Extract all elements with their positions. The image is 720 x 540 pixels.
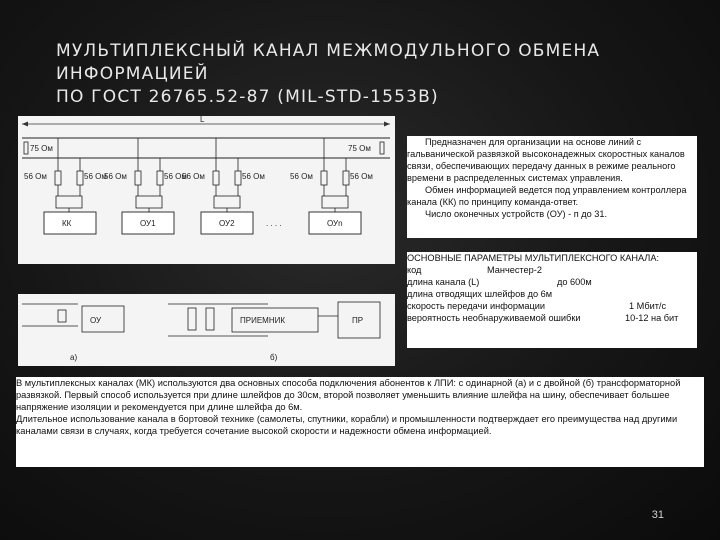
- parameter-row: [407, 300, 697, 312]
- bus-schematic-figure: [18, 116, 395, 264]
- coupling-schematic-svg: [18, 294, 395, 366]
- coupling-label-a: а): [70, 353, 78, 362]
- coupling-right-unit: ПР: [352, 316, 364, 325]
- svg-text:ОУ1: ОУ1: [140, 219, 156, 228]
- parameter-row: [407, 264, 697, 276]
- bottom-paragraph: Длительное использование канала в бортовой технике (самолеты, спутники, корабли) и промышленности подтверждает его преимущества над другими каналами связи в случаях, когда требуется сочетание высокой скорости и надежности обмена информацией.: [16, 414, 678, 436]
- parameter-row: [407, 312, 697, 324]
- svg-text:ОУn: ОУn: [327, 219, 343, 228]
- svg-text:56 Ом: 56 Ом: [104, 172, 127, 181]
- parameter-value: 1 Мбит/с: [629, 301, 667, 311]
- parameter-row: [407, 276, 697, 288]
- svg-text:56 Ом: 56 Ом: [182, 172, 205, 181]
- svg-text:КК: КК: [62, 219, 72, 228]
- coupling-label-b: б): [270, 353, 278, 362]
- parameter-label: длина отводящих шлейфов до 6м: [407, 289, 553, 299]
- bus-schematic-svg: [18, 116, 395, 264]
- coupling-middle-unit: ПРИЕМНИК: [240, 316, 286, 325]
- parameter-label: длина канала (L): [407, 277, 480, 287]
- description-text-box: [407, 136, 697, 238]
- bottom-paragraph: В мультиплексных каналах (МК) используются два основных способа подключения абонентов к ЛПИ: с одинарной (а) и с двойной (б) трансформаторной развязкой. Первый способ используется при длине шлейфов до 30см, второй позволяет уменьшить влияние шлейфа на шину, обеспечивает большее напряжение изоляции и рекомендуется при длине шлейфа до 6м.: [16, 378, 681, 412]
- description-paragraph: Обмен информацией ведется под управлением контроллера канала (КК) по принципу команда-ответ.: [407, 185, 687, 207]
- parameter-value: до 600м: [557, 277, 592, 287]
- terminator-right-label: 75 Ом: [348, 144, 371, 153]
- parameter-row: [407, 288, 697, 300]
- svg-text:56 Ом: 56 Ом: [24, 172, 47, 181]
- parameters-heading: ОСНОВНЫЕ ПАРАМЕТРЫ МУЛЬТИПЛЕКСНОГО КАНАЛА:: [407, 253, 659, 263]
- slide-title: [56, 40, 676, 109]
- parameters-box: [407, 252, 697, 348]
- svg-text:ОУ2: ОУ2: [219, 219, 235, 228]
- svg-text:56 Ом: 56 Ом: [350, 172, 373, 181]
- svg-text:56 Ом: 56 Ом: [164, 172, 187, 181]
- parameter-value: 10-12 на бит: [625, 313, 679, 323]
- svg-text:56 Ом: 56 Ом: [290, 172, 313, 181]
- parameter-value: Манчестер-2: [487, 265, 542, 275]
- page-number: 31: [651, 509, 664, 521]
- parameter-label: скорость передачи информации: [407, 301, 545, 311]
- coupling-schematic-figure: [18, 294, 395, 366]
- terminator-left-label: 75 Ом: [30, 144, 53, 153]
- bus-length-label: L: [200, 116, 205, 124]
- description-paragraph: Предназначен для организации на основе линий с гальванической развязкой высоконадежных скоростных каналов связи, обеспечивающих передачу данных в режиме реального времени в распределенных системах управления.: [407, 137, 685, 183]
- parameter-label: код: [407, 265, 422, 275]
- title-line-1: МУЛЬТИПЛЕКСНЫЙ КАНАЛ МЕЖМОДУЛЬНОГО ОБМЕНА: [56, 41, 601, 61]
- title-line-3: ПО ГОСТ 26765.52-87 (MIL-STD-1553B): [56, 87, 439, 107]
- coupling-left-unit: ОУ: [90, 316, 102, 325]
- svg-text:56 Ом: 56 Ом: [84, 172, 107, 181]
- parameter-label: вероятность необнаруживаемой ошибки: [407, 313, 581, 323]
- svg-text:. . . .: . . . .: [266, 219, 282, 228]
- bottom-text-box: [16, 377, 704, 467]
- title-line-2: ИНФОРМАЦИЕЙ: [56, 64, 209, 84]
- svg-text:56 Ом: 56 Ом: [242, 172, 265, 181]
- description-paragraph: Число оконечных устройств (ОУ) - п до 31.: [425, 209, 608, 219]
